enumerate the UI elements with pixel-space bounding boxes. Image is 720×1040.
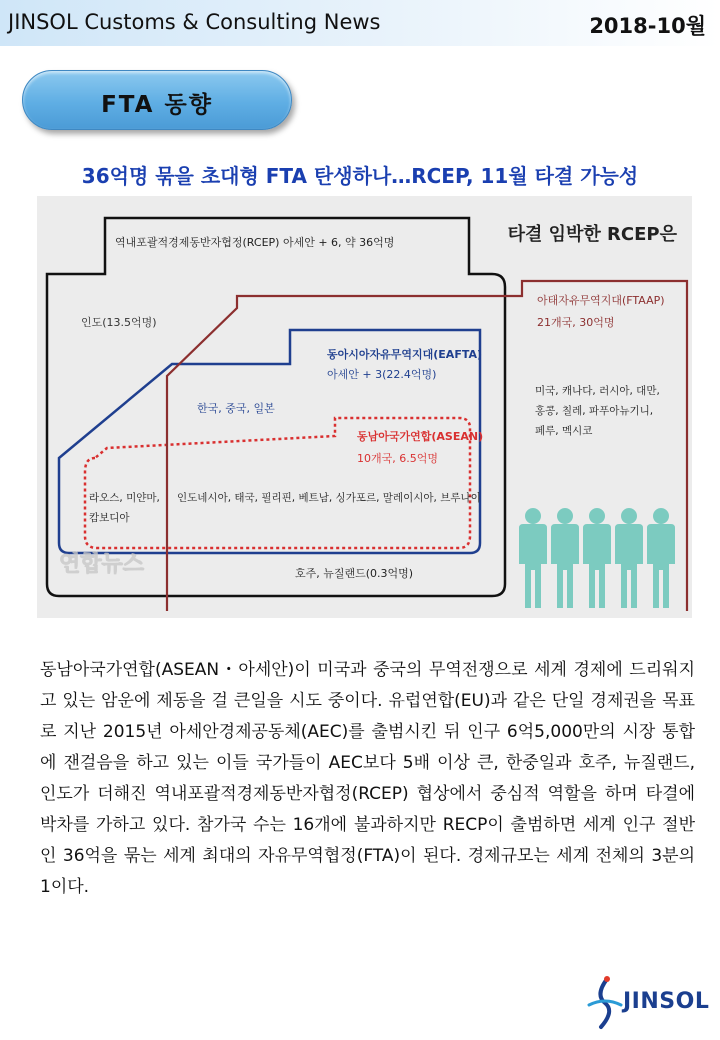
australia-nz-label: 호주, 뉴질랜드(0.3억명)	[295, 567, 414, 580]
cambodia-label: 캄보디아	[89, 512, 130, 524]
eafta-title: 동아시아자유무역지대(EAFTA)	[327, 348, 483, 361]
asean-subtitle: 10개국, 6.5억명	[357, 452, 438, 465]
infographic-heading: 타결 임박한 RCEP은	[507, 224, 677, 245]
eafta-subtitle: 아세안 + 3(22.4억명)	[327, 368, 437, 381]
asean-title: 동남아국가연합(ASEAN)	[357, 430, 484, 443]
infographic-diagram	[37, 196, 692, 618]
article-headline: 36억명 묶을 초대형 FTA 탄생하나…RCEP, 11월 타결 가능성	[81, 164, 639, 188]
india-label: 인도(13.5억명)	[81, 316, 157, 329]
rcep-infographic	[37, 196, 692, 618]
section-badge	[22, 70, 292, 130]
rcep-label: 역내포괄적경제동반자협정(RCEP) 아세안 + 6, 약 36억명	[115, 236, 395, 249]
asean-members-label: 인도네시아, 태국, 필리핀, 베트남, 싱가포르, 말레이시아, 브루나이	[177, 492, 481, 504]
jinsol-swirl-icon	[585, 975, 625, 1030]
ftaap-title: 아태자유무역지대(FTAAP)	[537, 294, 665, 307]
article-body: 동남아국가연합(ASEAN・아세안)이 미국과 중국의 무역전쟁으로 세계 경제에 드리워지고 있는 암운에 제동을 걸 큰일을 시도 중이다. 유럽연합(EU)과 같은 단일 경제권을 목표로 지난 2015년 아세안경제공동체(AEC)를 출범시킨 뒤 인구 6억5,000만의 시장 통합에 잰걸음을 하고 있는 이들 국가들이 AEC보다 5배 이상 큰, 한중일과 호주, 뉴질랜드, 인도가 더해진 역내포괄적경제동반자협정(RCEP) 협상에서 중심적 역할을 하며 타결에 박차를 가하고 있다. 참가국 수는 16개에 불과하지만 RECP이 출범하면 세계 인구 절반인 36억을 묶는 세계 최대의 자유무역협정(FTA)이 된다. 경제규모는 세계 전체의 3분의 1이다.	[40, 660, 695, 897]
newsletter-title: JINSOL Customs & Consulting News	[8, 10, 381, 34]
issue-date: 2018-10월	[589, 14, 706, 38]
cjk-label: 한국, 중국, 일본	[197, 402, 275, 415]
jinsol-logo	[585, 975, 715, 1030]
section-label: FTA 동향	[101, 92, 213, 118]
ftaap-members-line-2: 홍콩, 칠레, 파푸아뉴기니,	[535, 405, 654, 417]
logo-wordmark: JINSOL	[623, 989, 710, 1014]
laos-myanmar-label: 라오스, 미얀마,	[89, 492, 160, 504]
ftaap-members-line-3: 페루, 멕시코	[535, 425, 593, 437]
rcep-boundary	[47, 218, 505, 596]
population-people-icon	[519, 508, 675, 608]
ftaap-subtitle: 21개국, 30억명	[537, 316, 615, 329]
watermark: 연합뉴스	[59, 552, 145, 577]
ftaap-members-line-1: 미국, 캐나다, 러시아, 대만,	[535, 385, 660, 397]
newsletter-header	[0, 0, 720, 46]
